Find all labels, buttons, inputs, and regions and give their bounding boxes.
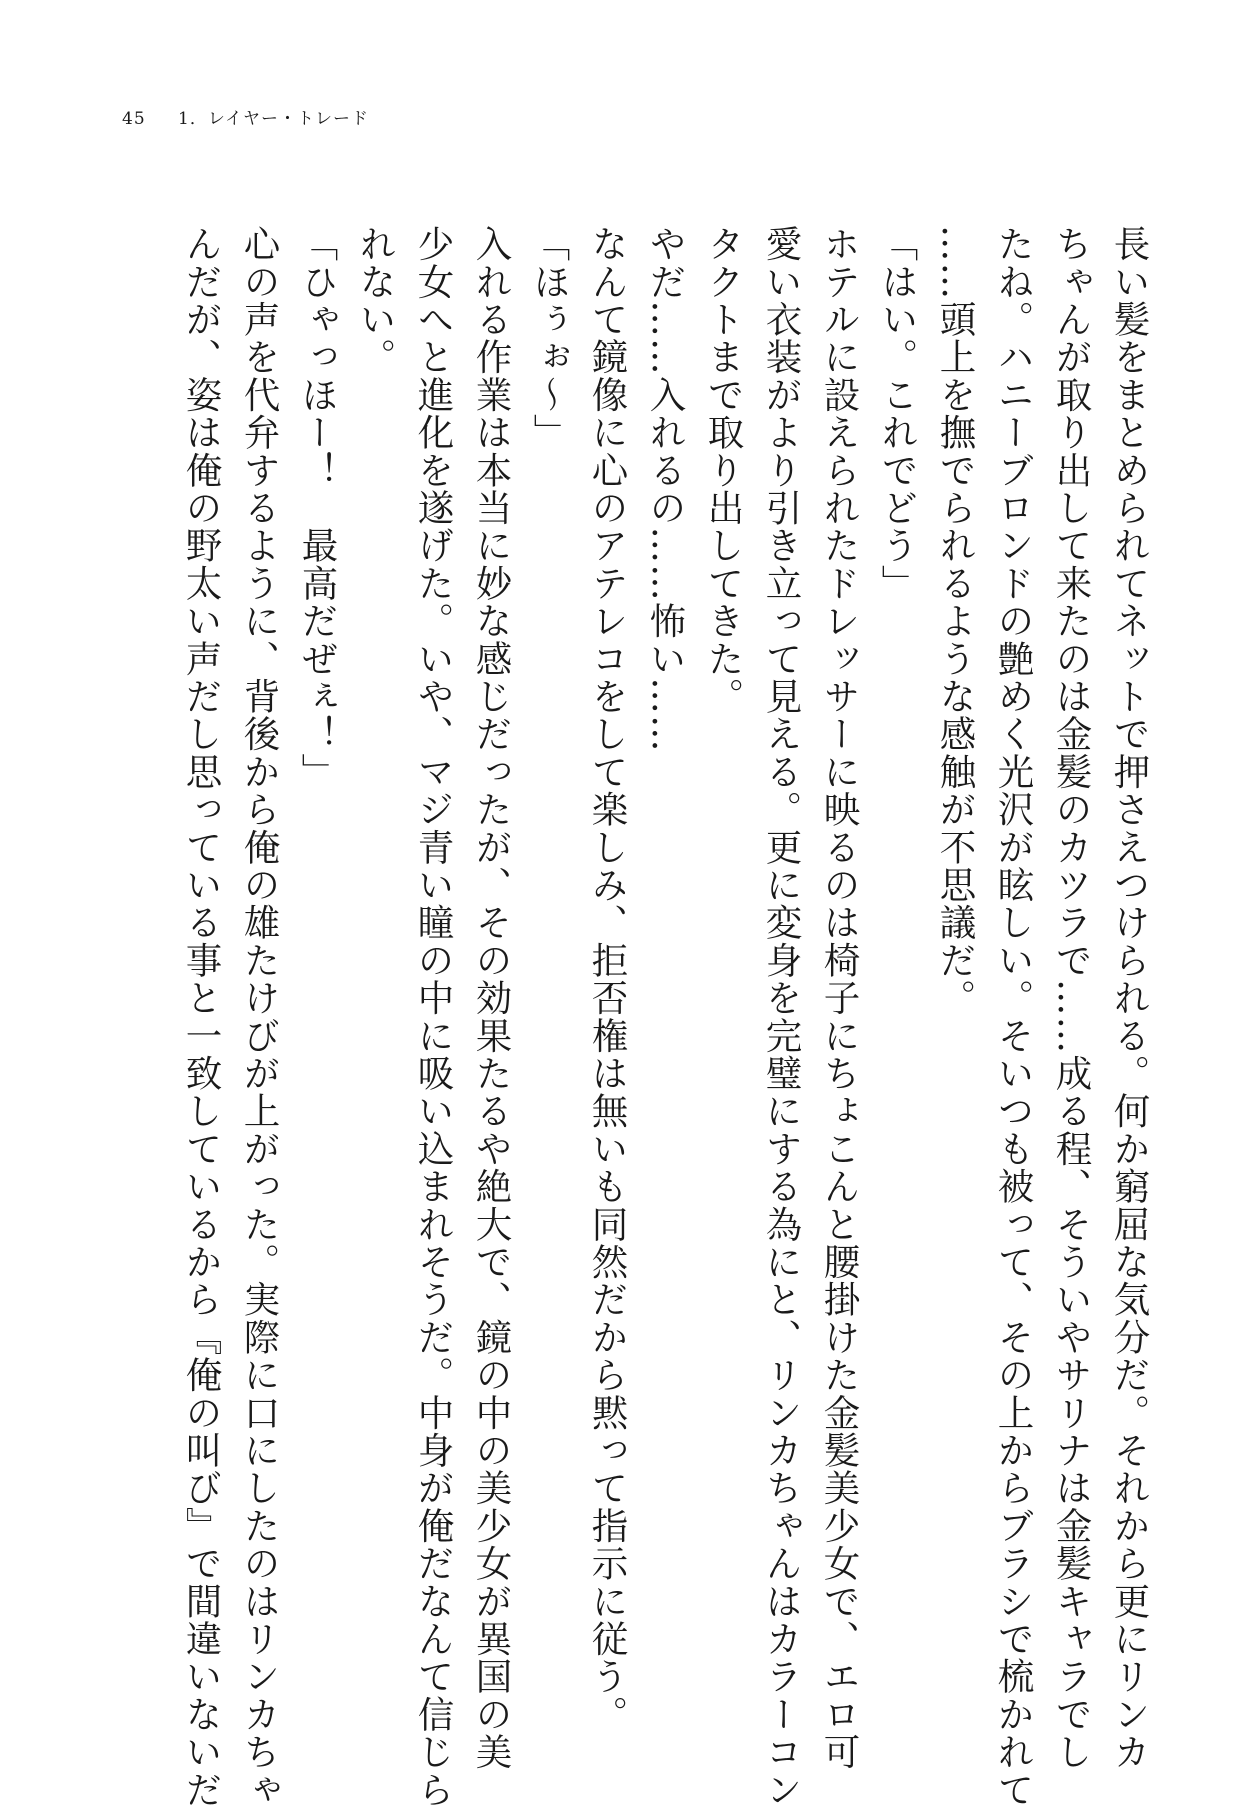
chapter-title: 1．レイヤー・トレード [178, 109, 370, 129]
text-line: ……頭上を撫でられるような感触が不思議だ。 [934, 225, 977, 1017]
text-line: たね。ハニーブロンドの艶めく光沢が眩しい。そいつも被って、その上からブラシで梳かれて [992, 225, 1035, 1808]
text-line: 「ほぅぉ〜」 [528, 225, 571, 452]
text-line: 「はい。これでどう」 [876, 225, 919, 602]
body-text [172, 225, 1158, 1808]
text-line: 心の声を代弁するように、背後から俺の雄たけびが上がった。実際に口にしたのはリンカちゃ [238, 225, 281, 1808]
running-header [122, 104, 369, 129]
text-line: 入れる作業は本当に妙な感じだったが、その効果たるや絶大で、鏡の中の美少女が異国の美 [470, 225, 513, 1771]
page-number: 45 [122, 109, 146, 129]
text-line: 長い髪をまとめられてネットで押さえつけられる。何か窮屈な気分だ。それから更にリンカ [1108, 225, 1151, 1771]
text-line: れない。 [354, 225, 397, 376]
text-line: 少女へと進化を遂げた。いや、マジ青い瞳の中に吸い込まれそうだ。中身が俺だなんて信じら [412, 225, 455, 1808]
text-line: んだが、姿は俺の野太い声だし思っている事と一致しているから『俺の叫び』で間違いないだ [180, 225, 223, 1808]
text-line: 「ひゃっほー！ 最高だぜぇ！」 [296, 225, 339, 791]
text-line: なんて鏡像に心のアテレコをして楽しみ、拒否権は無いも同然だから黙って指示に従う。 [586, 225, 629, 1733]
text-line: やだ……入れるの……怖い…… [644, 225, 687, 753]
text-line: ちゃんが取り出して来たのは金髪のカツラで……成る程、そういやサリナは金髪キャラでし [1050, 225, 1093, 1771]
text-line: 愛い衣装がより引き立って見える。更に変身を完璧にする為にと、リンカちゃんはカラーコン [760, 225, 803, 1808]
text-line: タクトまで取り出してきた。 [702, 225, 745, 716]
text-line: ホテルに設えられたドレッサーに映るのは椅子にちょこんと腰掛けた金髪美少女で、エロ可 [818, 225, 861, 1771]
